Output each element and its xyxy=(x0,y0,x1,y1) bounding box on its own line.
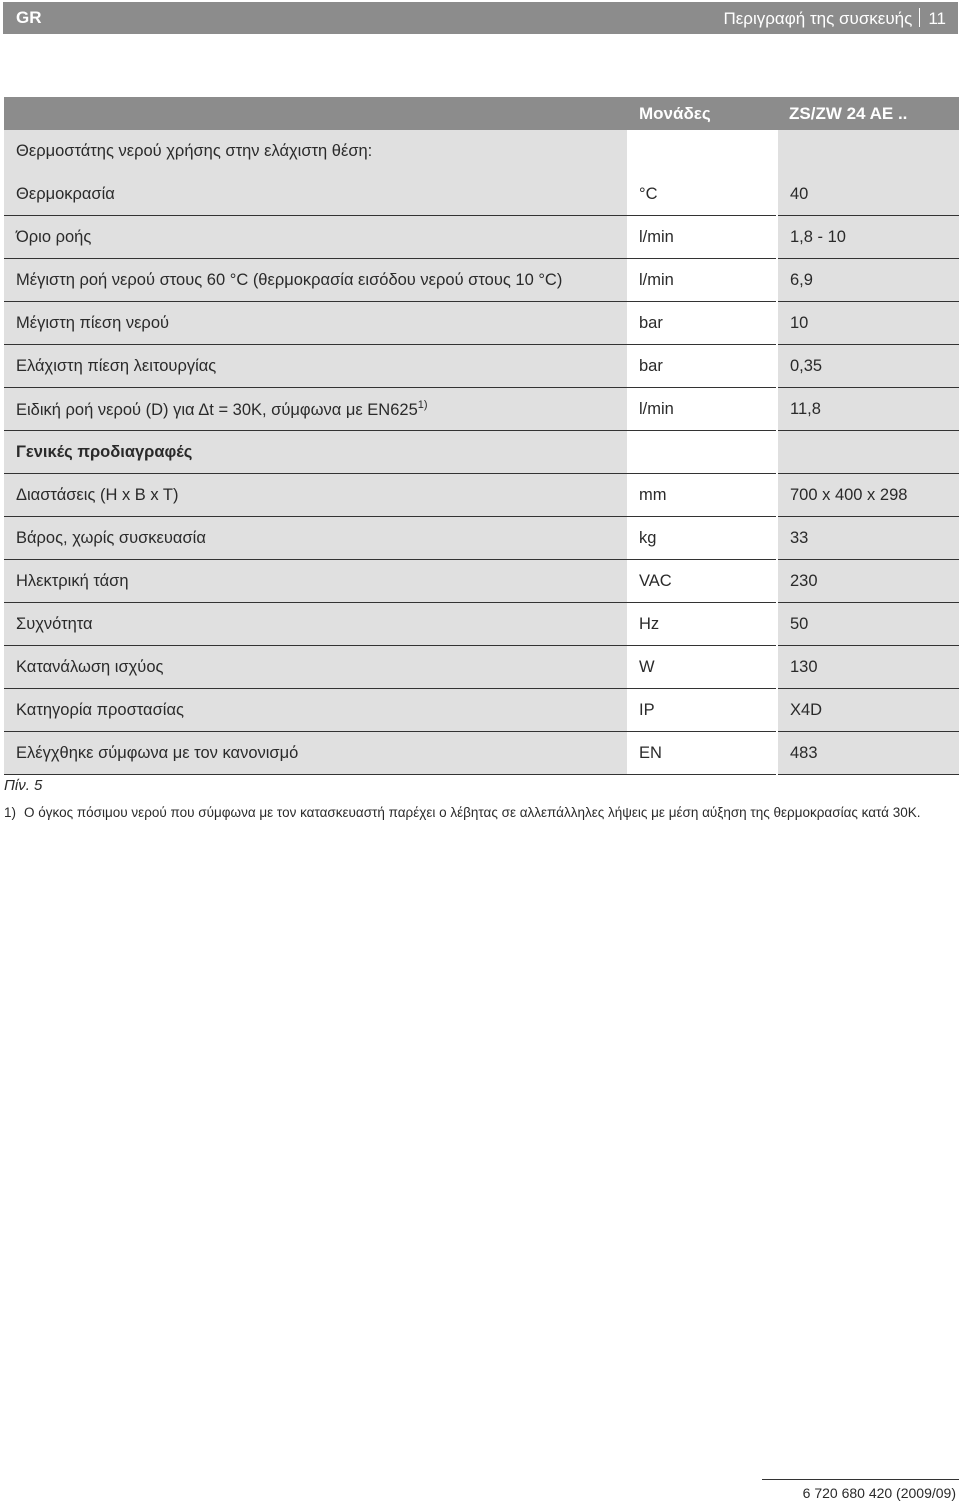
row-label: Κατανάλωση ισχύος xyxy=(4,646,627,689)
row-unit: bar xyxy=(627,302,777,345)
row-unit: l/min xyxy=(627,259,777,302)
row-unit xyxy=(627,130,777,173)
row-label-cell xyxy=(4,388,627,431)
row-value: 33 xyxy=(777,517,959,560)
footnote-number: 1) xyxy=(4,805,17,820)
language-code: GR xyxy=(16,8,42,27)
row-value: 40 xyxy=(777,173,959,216)
header-model: ZS/ZW 24 AE .. xyxy=(777,97,959,130)
table-caption: Πίν. 5 xyxy=(4,777,43,794)
row-label: Θερμοκρασία xyxy=(4,173,627,216)
spec-table xyxy=(4,97,959,775)
table-row xyxy=(4,388,959,431)
row-unit: VAC xyxy=(627,560,777,603)
table-row xyxy=(4,732,959,775)
row-unit: bar xyxy=(627,345,777,388)
row-label: Διαστάσεις (H x B x T) xyxy=(4,474,627,517)
footer-rule xyxy=(762,1479,959,1480)
table-section-row xyxy=(4,431,959,474)
header-label-cell xyxy=(4,97,627,130)
row-unit: mm xyxy=(627,474,777,517)
row-value: 11,8 xyxy=(777,388,959,431)
footnote-ref: 1) xyxy=(417,398,428,411)
row-value: 700 x 400 x 298 xyxy=(777,474,959,517)
row-unit: EN xyxy=(627,732,777,775)
table-row xyxy=(4,345,959,388)
row-value: X4D xyxy=(777,689,959,732)
page-number: 11 xyxy=(928,9,946,28)
table-row xyxy=(4,474,959,517)
table-row xyxy=(4,560,959,603)
table-row xyxy=(4,646,959,689)
row-unit: °C xyxy=(627,173,777,216)
row-unit: l/min xyxy=(627,388,777,431)
header-units: Μονάδες xyxy=(627,97,777,130)
table-row xyxy=(4,302,959,345)
row-value: 1,8 - 10 xyxy=(777,216,959,259)
row-label: Συχνότητα xyxy=(4,603,627,646)
table-header-row xyxy=(4,97,959,130)
table-row xyxy=(4,517,959,560)
table-row xyxy=(4,173,959,216)
footnote-text: Ο όγκος πόσιμου νερού που σύμφωνα με τον κατασκευαστή παρέχει ο λέβητας σε αλλεπάλληλες λήψεις με μέση αύξηση της θερμοκρασίας κατά 30K. xyxy=(24,805,921,820)
row-unit: kg xyxy=(627,517,777,560)
row-unit: W xyxy=(627,646,777,689)
row-label: Ειδική ροή νερού (D) για Δt = 30K, σύμφωνα με EN625 xyxy=(16,400,418,419)
row-label: Ηλεκτρική τάση xyxy=(4,560,627,603)
row-unit: Hz xyxy=(627,603,777,646)
row-label: Ελέγχθηκε σύμφωνα με τον κανονισμό xyxy=(4,732,627,775)
row-value: 483 xyxy=(777,732,959,775)
row-unit: l/min xyxy=(627,216,777,259)
table-row xyxy=(4,603,959,646)
row-label: Μέγιστη ροή νερού στους 60 °C (θερμοκρασία εισόδου νερού στους 10 °C) xyxy=(4,259,627,302)
row-value xyxy=(777,130,959,173)
row-value xyxy=(777,431,959,474)
header-separator xyxy=(919,8,920,27)
row-label: Ελάχιστη πίεση λειτουργίας xyxy=(4,345,627,388)
table-row xyxy=(4,216,959,259)
row-label: Μέγιστη πίεση νερού xyxy=(4,302,627,345)
row-label: Κατηγορία προστασίας xyxy=(4,689,627,732)
section-heading: Γενικές προδιαγραφές xyxy=(4,431,627,474)
row-unit: IP xyxy=(627,689,777,732)
footnote xyxy=(4,804,924,822)
page-header xyxy=(3,2,958,34)
row-label: Όριο ροής xyxy=(4,216,627,259)
header-right xyxy=(723,8,946,29)
row-value: 10 xyxy=(777,302,959,345)
row-value: 50 xyxy=(777,603,959,646)
section-title: Περιγραφή της συσκευής xyxy=(723,9,913,28)
document-code: 6 720 680 420 (2009/09) xyxy=(802,1485,956,1501)
row-unit xyxy=(627,431,777,474)
table-row xyxy=(4,130,959,173)
table-row xyxy=(4,259,959,302)
table-row xyxy=(4,689,959,732)
row-value: 230 xyxy=(777,560,959,603)
row-label: Βάρος, χωρίς συσκευασία xyxy=(4,517,627,560)
row-value: 6,9 xyxy=(777,259,959,302)
row-value: 130 xyxy=(777,646,959,689)
row-label: Θερμοστάτης νερού χρήσης στην ελάχιστη θέση: xyxy=(4,130,627,173)
row-value: 0,35 xyxy=(777,345,959,388)
